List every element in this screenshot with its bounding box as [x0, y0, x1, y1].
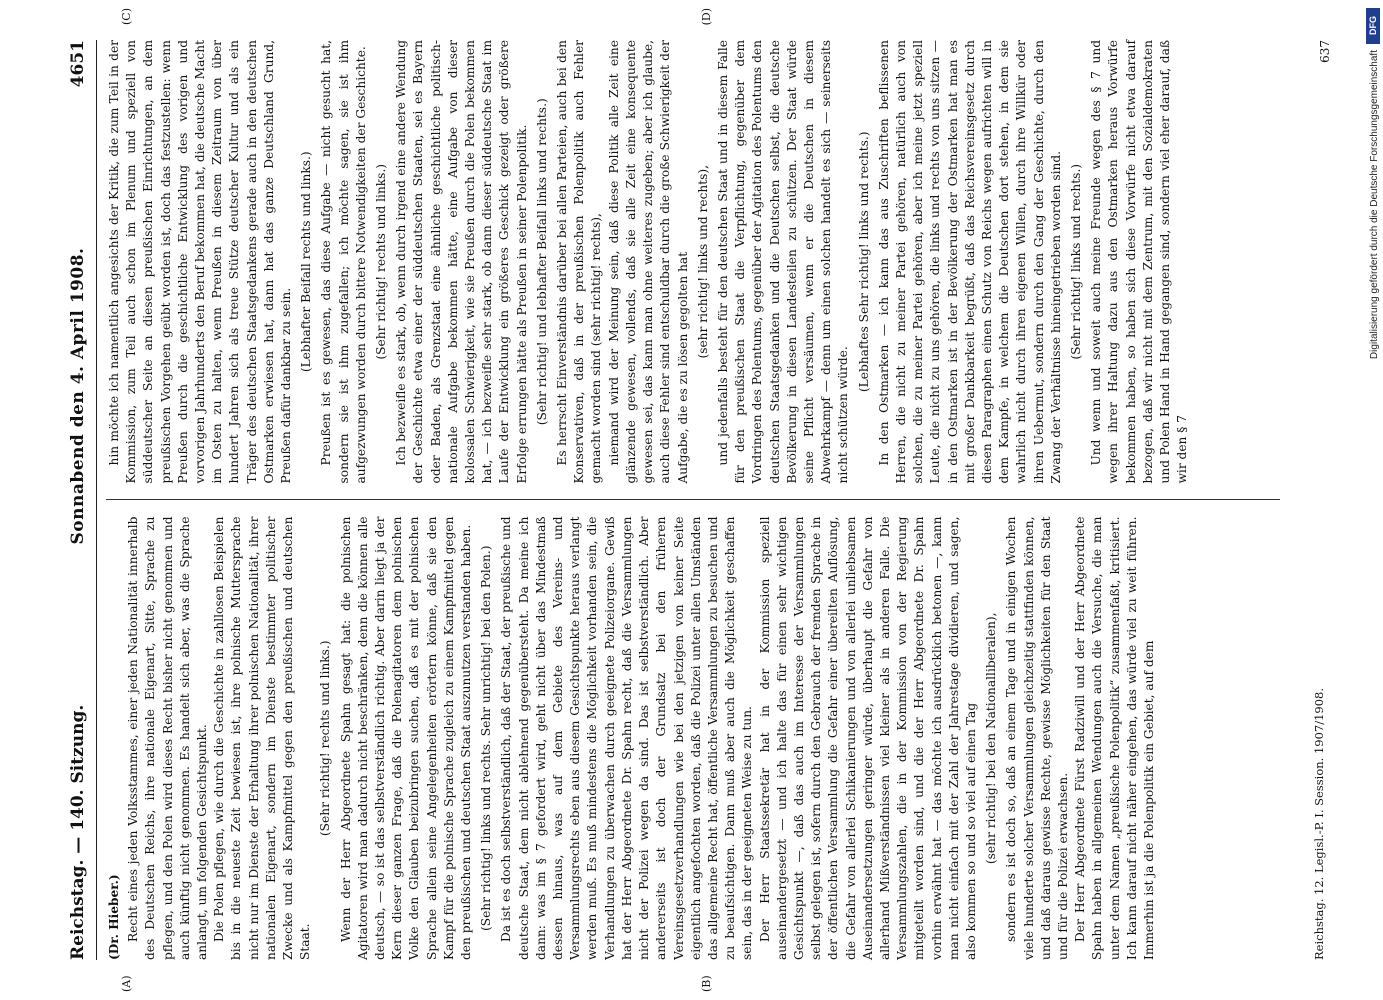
margin-letter-d: (D): [700, 8, 713, 26]
margin-letter-c: (C): [120, 8, 133, 25]
folio-number: 637: [1318, 40, 1332, 63]
interjection: (Sehr richtig! rechts und links.): [318, 640, 333, 837]
interjection: (Sehr richtig! links und rechts. Sehr unrichtig! bei den Polen.): [479, 545, 494, 932]
paragraph: Preußen ist es gewesen, das diese Aufgabe — nicht gesucht hat, sondern sie ist ihm zugefallen; ich möchte sagen, sie ist ihm aufgezwungen worden durch bittere Notwendigkeiten der Geschichte.: [319, 40, 368, 484]
paragraph: hin möchte ich namentlich angesichts der Kritik, die zum Teil in der Kommission, zum Teil auch schon im Plenum und speziell von süddeutscher Seite an diesen preußischen Einrichtungen, an dem preußischen Vorgehen geübt worden ist, doch das festzustellen: wenn Preußen durch die geschichtliche Entwicklung des vorigen und vorvorigen Jahrhunderts den Beruf bekommen hat, die deutsche Macht im Osten zu halten, wenn Preußen in diesem Zeitraum von über hundert Jahren sich als treue Stütze deutscher Kultur und als ein Träger des deutschen Staatsgedankens gerade auch in den deutschen Ostmarken erwiesen hat, dann hat das ganze Deutschland Grund, Preußen dafür dankbar zu sein.: [107, 40, 294, 484]
paragraph: niemand wird der Meinung sein, daß diese Politik alle Zeit eine glänzende gewesen, vollends, daß sie alle Zeit eine konsequente gewesen sei, das kann man ohne weiteres zugeben; aber ich glaube, auch diese Fehler sind entschuldbar durch die große Schwierigkeit der Aufgabe, die es zu lösen gegolten hat: [606, 40, 690, 484]
header-date: Sonnabend den 4. April 1908.: [68, 247, 88, 545]
dfg-notice: [1360, 0, 1383, 1000]
interjection: (sehr richtig! links und rechts),: [695, 164, 710, 359]
dfg-logo: DFG: [1366, 8, 1380, 44]
header-left: Reichstag. — 140. Sitzung.: [68, 704, 88, 960]
paragraph: Es herrscht Einverständnis darüber bei allen Parteien, auch bei den Konservativen, daß in der preußischen Polenpolitik auch Fehler gemacht worden sind (sehr richtig! rechts),: [555, 40, 604, 484]
interjection: (sehr richtig! bei den Nationalliberalen),: [984, 612, 999, 865]
paragraph: Wenn der Herr Abgeordnete Spahn gesagt hat: die polnischen Agitatoren wird man dadurch nicht beschränken, denn die können alle deutsch, — so ist das selbstverständlich richtig. Aber darin liegt ja der Kern dieser ganzen Frage, daß die Polenagitatoren dem polnischen Volke den Glauben beizubringen suchen, daß es mit der polnischen Sprache allein seine Angelegenheiten erörtern könne, daß sie den Kampf für die polnische Sprache zugleich zu einem Kampfmittel gegen den preußischen und deutschen Staat auszunutzen verstanden haben.: [338, 516, 474, 960]
speaker-tag: (Dr. Hieber.): [107, 874, 121, 960]
column-divider: [106, 500, 1280, 501]
interjection: (Lebhaftes Sehr richtig! links und rechts.): [856, 131, 871, 393]
paragraph: Recht eines jeden Volksstammes, einer jeden Nationalität innerhalb des Deutschen Reichs, ihre nationale Eigenart, Sitte, Sprache zu pflegen, und den Polen wird dieses Recht bisher nicht genommen und auch künftig nicht genommen. Es handelt sich aber, was die Sprache anlangt, um folgenden Gesichtspunkt.: [126, 516, 210, 960]
paragraph: Die Polen pflegen, wie durch die Geschichte in zahllosen Beispielen bis in die neueste Zeit bewiesen ist, ihre polnische Muttersprache nicht nur im Dienste der Erhaltung ihrer polnischen Nationalität, ihrer nationalen Eigenart, sondern im Dienste bestimmter politischer Zwecke und als Kampfmittel gegen den preußischen und deutschen Staat.: [212, 516, 313, 960]
document-page: [60, 8, 1350, 992]
page-header: [60, 40, 96, 960]
right-column: [106, 40, 1280, 484]
paragraph: Der Herr Abgeordnete Fürst Radziwill und der Herr Abgeordnete Spahn haben in allgemeinen Wendungen auch die Versuche, die man unter dem Namen „preußische Polenpolitik“ zusammenfaßt, kritisiert. Ich kann darauf nicht näher eingehen, das würde viel zu weit führen. Immerhin ist ja die Polenpolitik ein Gebiet, auf dem: [1073, 516, 1156, 960]
text-columns: [106, 40, 1280, 960]
footer-session: Reichstag. 12. Legisl.-P. I. Session. 1907/1908.: [1312, 687, 1326, 960]
interjection: (Sehr richtig! und lebhafter Beifall links und rechts.): [534, 98, 549, 426]
paragraph: In den Ostmarken — ich kann das aus Zuschriften beflissenen Herren, die nicht zu meiner Partei gehören, natürlich auch von solchen, die zu meiner Partei gehören, aber ich meine jetzt speziell Leute, die nicht zu uns gehören, die links und rechts von uns sitzen — in den Ostmarken ist in der Bevölkerung der Ostmarken hat man es mit großer Dankbarkeit begrüßt, daß das Reichsvereinsgesetz durch diesen Paragraphen einen Schutz von Reichs wegen aufrichten will in dem Kampfe, in welchem die Deutschen dort stehen, in dem sie wahrlich nicht durch ihren eigenen Willen, durch ihre Willkür oder ihren Uebermut, sondern durch den Gang der Geschichte, durch den Zwang der Verhältnisse hineingetrieben worden sind.: [876, 40, 1063, 484]
interjection: (Sehr richtig! rechts und links.): [374, 163, 389, 360]
paragraph: und jedenfalls besteht für den deutschen Staat und in diesem Falle für den preußischen Staat die Verpflichtung, gegenüber dem Vordringen des Polentums, gegenüber der Agitation des Polentums den deutschen Staatsgedanken und die Deutschen selbst, die deutsche Bevölkerung in diesen Landesteilen zu schützen. Der Staat würde seine Pflicht versäumen, wenn er die Deutschen in diesem Abwehrkampf — denn um einen solchen handelt es sich — seinerseits nicht schützen würde.: [715, 40, 851, 484]
paragraph: sondern es ist doch so, daß an einem Tage und in einigen Wochen viele hunderte solcher Versammlungen gleichzeitig stattfinden können, und daß daraus gewisse Rechte, gewisse Möglichkeiten für den Staat und für die Polizei erwachsen.: [1004, 516, 1070, 960]
margin-letter-a: (A): [120, 975, 133, 992]
interjection: (Sehr richtig! links und rechts.): [1068, 163, 1083, 360]
margin-letter-b: (B): [700, 975, 713, 992]
left-column: [106, 517, 1280, 961]
dfg-text: Digitalisierung gefördert durch die Deutsche Forschungsgemeinschaft: [1369, 50, 1380, 360]
paragraph: Der Herr Staatssekretär hat in der Kommission speziell auseinandergesetzt — und ich halte das für einen sehr wichtigen Gesichtspunkt —, daß das auch im Interesse der Versammlungen selbst gelegen ist, sofern durch den Gebrauch der fremden Sprache in der öffentlichen Versammlung die Gefahr einer übereilten Auflösung, die Gefahr von allerlei Schikanierungen und von allerlei unliebsamen Auseinandersetzungen geringer würde, überhaupt die Gefahr von allerhand Mißverständnissen viel kleiner als in anderen Falle. Die Versammlungszahlen, die in der Kommission von der Regierung mitgeteilt worden sind, und die der Herr Abgeordnete Dr. Spahn vorhin erwähnt hat — das möchte ich ausdrücklich betonen —, kann man nicht einfach mit der Zahl der Jahrestage dividieren, und sagen, also kommen so und so viel auf einen Tag: [757, 516, 978, 960]
header-rule: [96, 40, 97, 960]
page-number: 4651: [68, 40, 88, 88]
paragraph: Ich bezweifle es stark, ob, wenn durch irgend eine andere Wendung der Geschichte etwa einer der süddeutschen Staaten, sei es Bayern oder Baden, als Grenzstaat eine ähnliche geschichtliche politisch-nationale Aufgabe bekommen hätte, eine Aufgabe von dieser kolossalen Schwierigkeit, wie sie Preußen durch die Polen bekommen hat, — ich bezweifle sehr stark, ob dann dieser süddeutsche Staat im Laufe der Entwicklung ein größeres Geschick gezeigt oder größere Erfolge errungen hätte als Preußen in seiner Polenpolitik.: [394, 40, 529, 484]
paragraph: Da ist es doch selbstverständlich, daß der Staat, der preußische und deutsche Staat, dem nicht ablehnend gegenübersteht. Da meine ich dann: was im § 7 gefordert wird, geht nicht über das Mindestmaß dessen hinaus, was auf dem Gebiete des Vereins- und Versammlungsrechts eben aus diesem Gesichtspunkte heraus verlangt werden muß. Es muß mindestens die Möglichkeit vorhanden sein, die Verhandlungen zu überwachen durch geeignete Polizeiorgane. Gewiß hat der Herr Abgeordnete Dr. Spahn recht, daß die Versammlungen nicht der Polizei wegen da sind. Das ist selbstverständlich. Aber andererseits ist doch der Grundsatz bei den früheren Vereinsgesetzverhandlungen wie bei den jetzigen von keiner Seite eigentlich angefochten worden, daß die Polizei unter allen Umständen das allgemeine Recht hat, öffentliche Versammlungen zu besuchen und zu beaufsichtigen. Dann muß aber auch die Möglichkeit geschaffen sein, das in der geeigneten Weise zu tun.: [499, 516, 755, 960]
interjection: (Lebhafter Beifall rechts und links.): [299, 151, 314, 373]
paragraph: Und wenn und soweit auch meine Freunde wegen des § 7 und wegen ihrer Haltung dazu aus den Ostmarken heraus Vorwürfe bekommen haben, so haben sich diese Vorwürfe nicht etwa darauf bezogen, daß wir nicht mit dem Zentrum, mit den Sozialdemokraten und Polen Hand in Hand gegangen sind, sondern viel eher darauf, daß wir den § 7: [1089, 40, 1190, 484]
